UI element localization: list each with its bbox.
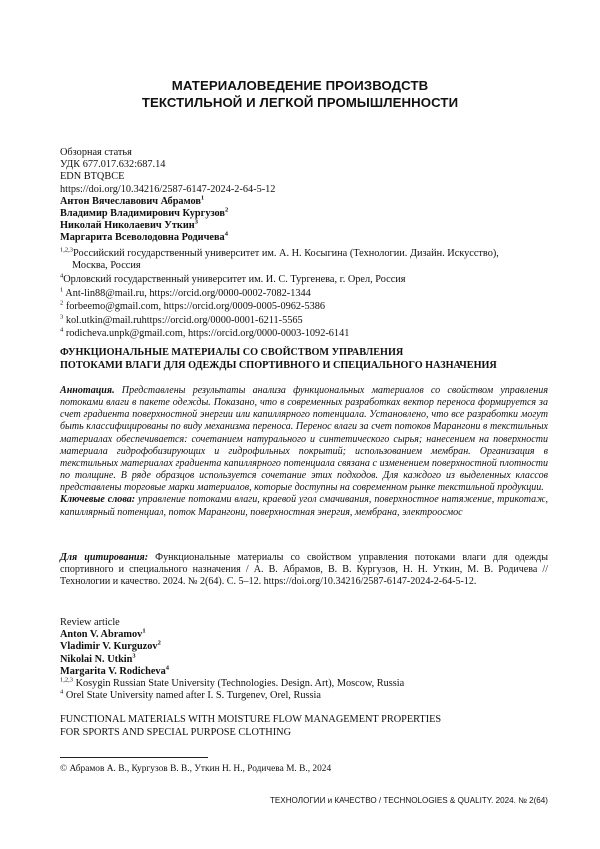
affiliation-ru-cont: Москва, Россия	[72, 259, 141, 271]
author-en: Margarita V. Rodicheva$^4$	[60, 664, 169, 677]
contact-line[interactable]: $^2$ forbeemo@gmail.com, https://orcid.org/0009-0005-0962-5386	[60, 300, 326, 313]
contact-line[interactable]: $^3$ kol.utkin@mail.ruhttps://orcid.org/0000-0001-6211-5565	[60, 313, 303, 326]
contact-line[interactable]: $^1$ Ant-lin88@mail.ru, https://orcid.org/0000-0002-7082-1344	[60, 286, 311, 300]
doi-link[interactable]: https://doi.org/10.34216/2587-6147-2024-2-64-5-12	[60, 183, 276, 195]
udc-code: УДК 677.017.632:687.14	[60, 159, 166, 171]
affiliation-en: $^{1,2,3}$ Kosygin Russian State University (Technologies. Design. Art), Moscow, Russia	[60, 676, 405, 690]
affiliation-ru: $^{1,2,3}$Российский государственный университет им. А. Н. Косыгина (Технологии. Дизайн. Искусство),	[60, 246, 499, 259]
author-en: Anton V. Abramov$^1$	[60, 627, 146, 641]
author-ru: Владимир Владимирович Кургузов$^2$	[60, 206, 229, 220]
article-title-ru	[60, 347, 560, 372]
citation-text: Функциональные материалы со свойством управления потоками влаги для одежды спортивного и специального назначения / А. В. Абрамов, В. В. Кургузов, Н. Н. Уткин, М. В. Родичева // Технологии и качество. 2024. № 2(64). С. 5–12. https://doi.org/10.34216/2587-6147-2024-2-64-5-12.	[60, 552, 548, 588]
section-title-line-2: ТЕКСТИЛЬНОЙ И ЛЕГКОЙ ПРОМЫШЛЕННОСТИ	[141, 95, 459, 110]
abstract-text: Представлены результаты анализа функциональных материалов со свойством управления потоками влаги в пакете одежды. Показано, что в современных разработках вектор переноса формируется за счет градиента поверхностной энергии или капиллярного потенциала. Установлено, что все разработки могут быть классифицированы по виду механизма переноса. Перенос влаги за счет потоков Марангони в текстильных материалах обеспечивается: сочетанием натурального и синтетического сырья; нанесением на поверхности материала гидрофобизирующих и гидрофильных покрытий; использованием мембран. Организация в текстильных материалах градиента капиллярного потенциала связана с изменением поверхностной плотности по толщине. В ряде образцов используется сочетание этих подходов. Для каждого из выделенных классов представлены торговые марки материалов, которые доступны на современном рынке текстильной продукции.	[60, 385, 548, 494]
journal-footer: ТЕХНОЛОГИИ и КАЧЕСТВО / TECHNOLOGIES & QUALITY. 2024. № 2(64)	[269, 796, 548, 805]
article-title-line-1: ФУНКЦИОНАЛЬНЫЕ МАТЕРИАЛЫ СО СВОЙСТВОМ УПРАВЛЕНИЯ	[60, 347, 404, 358]
article-metadata	[60, 147, 550, 340]
article-title-en-line-1: FUNCTIONAL MATERIALS WITH MOISTURE FLOW MANAGEMENT PROPERTIES	[60, 714, 442, 725]
affiliation-en: $^4$ Orel State University named after I. S. Turgenev, Orel, Russia	[60, 688, 321, 702]
author-ru: Антон Вячеславович Абрамов$^1$	[60, 194, 205, 207]
article-title-en	[60, 714, 560, 739]
citation-label: Для цитирования:	[60, 552, 149, 563]
footnote-divider	[60, 757, 208, 758]
article-type: Обзорная статья	[60, 147, 132, 158]
abstract-block	[60, 385, 548, 519]
keywords-text: управление потоками влаги, краевой угол смачивания, поверхностное натяжение, трикотаж, капиллярный потенциал, поток Марангони, поверхностная энергия, мембрана, электроосмос	[60, 494, 548, 518]
author-en: Vladimir V. Kurguzov$^2$	[60, 639, 161, 653]
citation-block	[60, 552, 548, 588]
article-title-line-2: ПОТОКАМИ ВЛАГИ ДЛЯ ОДЕЖДЫ СПОРТИВНОГО И СПЕЦИАЛЬНОГО НАЗНАЧЕНИЯ	[60, 359, 497, 371]
edn-code: EDN BTQBCE	[60, 171, 125, 183]
author-ru: Маргарита Всеволодовна Родичева$^4$	[60, 231, 228, 244]
copyright-notice: © Абрамов А. В., Кургузов В. В., Уткин Н. Н., Родичева М. В., 2024	[60, 764, 332, 774]
section-title-line-1: МАТЕРИАЛОВЕДЕНИЕ ПРОИЗВОДСТВ	[171, 78, 429, 93]
author-ru: Николай Николаевич Уткин$^3$	[60, 218, 198, 232]
affiliation-ru: $^4$Орловский государственный университет им. И. С. Тургенева, г. Орел, Россия	[60, 272, 406, 286]
contact-line[interactable]: $^4$ rodicheva.unpk@gmail.com, https://orcid.org/0000-0003-1092-6141	[60, 326, 350, 339]
article-title-en-line-2: FOR SPORTS AND SPECIAL PURPOSE CLOTHING	[60, 726, 292, 738]
abstract-label: Аннотация.	[60, 385, 115, 396]
author-en: Nikolai N. Utkin$^3$	[60, 652, 136, 665]
english-metadata	[60, 617, 550, 702]
article-type-en: Review article	[60, 617, 120, 628]
journal-section-title	[0, 77, 600, 111]
keywords-label: Ключевые слова:	[60, 494, 136, 506]
